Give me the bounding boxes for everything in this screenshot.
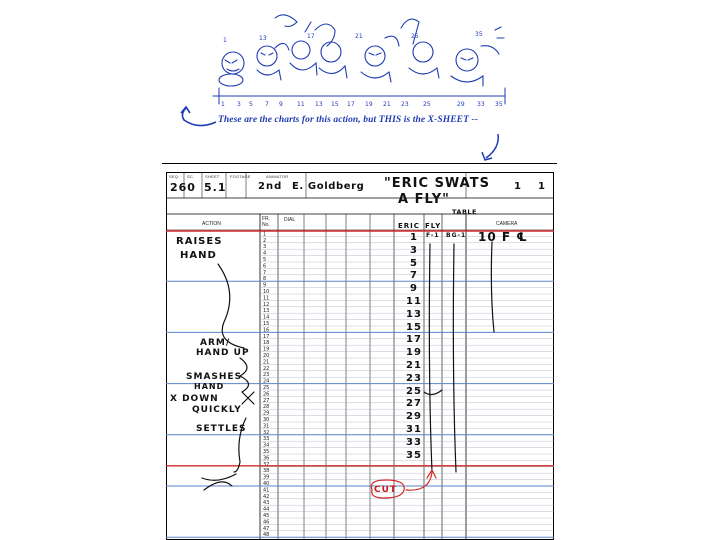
frame-number: 5 [263,257,267,263]
level-code: BG-1 [446,232,467,239]
drawing-number: 5 [410,257,418,269]
pose-drawing [275,15,317,75]
drawing-number: 31 [406,424,422,435]
action-note: HAND [194,382,225,391]
column-header-dial: DIAL [284,217,296,223]
drawing-number: 23 [406,372,422,384]
frame-number: 21 [263,359,270,366]
chart-number: 13 [259,35,267,42]
frame-number: 47 [263,525,270,532]
frame-number: 1 [263,231,267,238]
frame-number: 19 [263,346,270,353]
frame-number: 11 [263,295,270,302]
frame-number: 36 [263,455,270,462]
x-mark [202,474,236,490]
frame-number: 31 [263,423,270,430]
pose-drawing [361,36,399,82]
down-arrow-icon [476,132,506,164]
drawing-number: 15 [406,321,422,333]
frame-number: 34 [263,442,270,449]
sheet-title-line-1: "ERIC SWATS [384,176,490,191]
drawing-number: 7 [410,270,418,282]
frame-number: 40 [263,481,270,487]
column-header-frame: FR. No. [262,216,271,228]
frame-number: 17 [263,333,270,340]
frame-number: 6 [263,263,267,270]
frame-number: 35 [263,449,270,455]
chart-number: 21 [355,33,363,40]
chart-number: 9 [279,101,283,108]
frame-number: 2 [263,237,267,244]
frame-number: 30 [263,417,270,423]
action-squiggle [218,264,244,348]
frame-number: 13 [263,308,270,315]
chart-number: 29 [457,101,465,108]
drawing-number: 11 [406,296,422,307]
frame-number: 16 [263,327,270,334]
cut-arrow [406,472,432,490]
frame-number: 33 [263,436,270,443]
camera-note: 10 F ℄ [478,230,529,244]
column-header-action: ACTION [202,221,221,227]
footage-value: 2nd [258,181,283,192]
animator-value: E. Goldberg [292,181,365,192]
header-label: FOOTAGE [230,174,251,179]
frame-number: 28 [263,404,270,411]
action-note: SETTLES [196,424,247,434]
drawing-number: 27 [406,398,422,410]
frame-number: 7 [263,269,267,276]
level-head-eric: ERIC [398,222,420,230]
column-header-camera: CAMERA [496,221,518,227]
drawing-number: 13 [406,308,422,320]
frame-number: 29 [263,410,270,417]
pose-drawing [219,52,244,86]
action-note: HAND UP [196,348,250,358]
frame-number: 37 [263,461,270,468]
action-note: X DOWN [170,394,219,404]
x-mark [242,392,254,404]
sheet-of: 1 [538,181,546,192]
pose-drawing [315,24,347,78]
chart-number: 35 [495,101,503,108]
chart-number: 25 [423,101,431,108]
frame-number: 26 [263,391,270,398]
frame-number: 3 [263,244,267,251]
drawing-number: 3 [410,244,418,256]
chart-number: 11 [297,101,305,108]
chart-number: 21 [383,101,391,108]
action-note: QUICKLY [192,405,242,415]
frame-number: 27 [263,397,270,404]
divider [162,163,557,164]
drawing-number: 35 [406,449,422,461]
drawing-number: 29 [406,411,422,423]
action-note: HAND [180,250,217,261]
chart-number: 1 [221,101,225,108]
frame-number: 42 [263,493,270,500]
chart-number: 15 [331,101,339,108]
drawing-number: 1 [410,232,418,243]
frame-number: 12 [263,301,270,308]
drawing-number: 25 [406,385,422,397]
frame-number: 14 [263,314,270,321]
chart-number: 17 [307,33,315,40]
caption-text: These are the charts for this action, but THIS is the X-SHEET -- [218,115,479,125]
drawing-number: 9 [410,283,418,295]
frame-number: 45 [263,513,270,519]
frame-number: 9 [263,282,267,289]
header-label: SHEET [205,174,220,179]
pose-drawing [257,43,289,80]
chart-number: 33 [477,101,485,108]
action-note: ARM/ [200,338,231,348]
chart-number: 17 [347,101,355,108]
chart-number: 1 [223,37,227,44]
frame-number: 8 [263,276,267,283]
frame-number: 44 [263,506,270,513]
frame-number: 32 [263,429,270,436]
level-head-fly: FLY [425,222,442,230]
drawing-number: 19 [406,347,422,359]
chart-number: 25 [411,33,419,40]
swat-mark [424,390,442,395]
frame-number: 15 [263,321,270,327]
action-note: SMASHES [186,372,243,382]
chart-number: 3 [237,101,241,108]
chart-number: 7 [265,101,269,108]
chart-number: 19 [365,101,373,108]
frame-number: 20 [263,353,270,359]
header-label: ANIMATOR [266,174,289,179]
seq-value: 260 [170,181,196,194]
chart-number: 13 [315,101,323,108]
action-note: RAISES [176,236,223,247]
frame-number: 41 [263,487,270,494]
cut-label: CUT [374,485,398,495]
animation-charts-illustration [205,8,525,108]
drawing-number: 17 [406,334,422,346]
frame-number: 10 [263,289,270,295]
header-label: SC. [187,174,195,179]
frame-number: 4 [263,250,267,257]
chart-number: 23 [401,101,409,108]
pose-drawing [401,19,439,78]
frame-number: 18 [263,340,270,347]
scene-value: 5.1 [204,181,227,194]
frame-number: 23 [263,372,270,379]
frame-number: 22 [263,365,270,372]
frame-number: 48 [263,532,270,539]
sheet-number: 1 [514,181,522,192]
curved-arrow-icon [176,104,220,130]
exposure-sheet [166,172,554,540]
chart-number: 35 [475,31,483,38]
header-label: SEQ. [169,174,180,179]
frame-number: 38 [263,468,270,475]
chart-number: 5 [249,101,253,108]
frame-number: 25 [263,385,270,391]
sheet-title-line-2: A FLY" [398,192,450,207]
table-label: TABLE [452,208,477,216]
frame-number: 46 [263,519,270,526]
frame-number: 43 [263,500,270,507]
drawing-number: 21 [406,360,422,371]
drawing-number: 33 [406,436,422,448]
frame-number: 39 [263,474,270,481]
frame-number: 24 [263,378,270,385]
level-code: F-1 [426,232,440,239]
